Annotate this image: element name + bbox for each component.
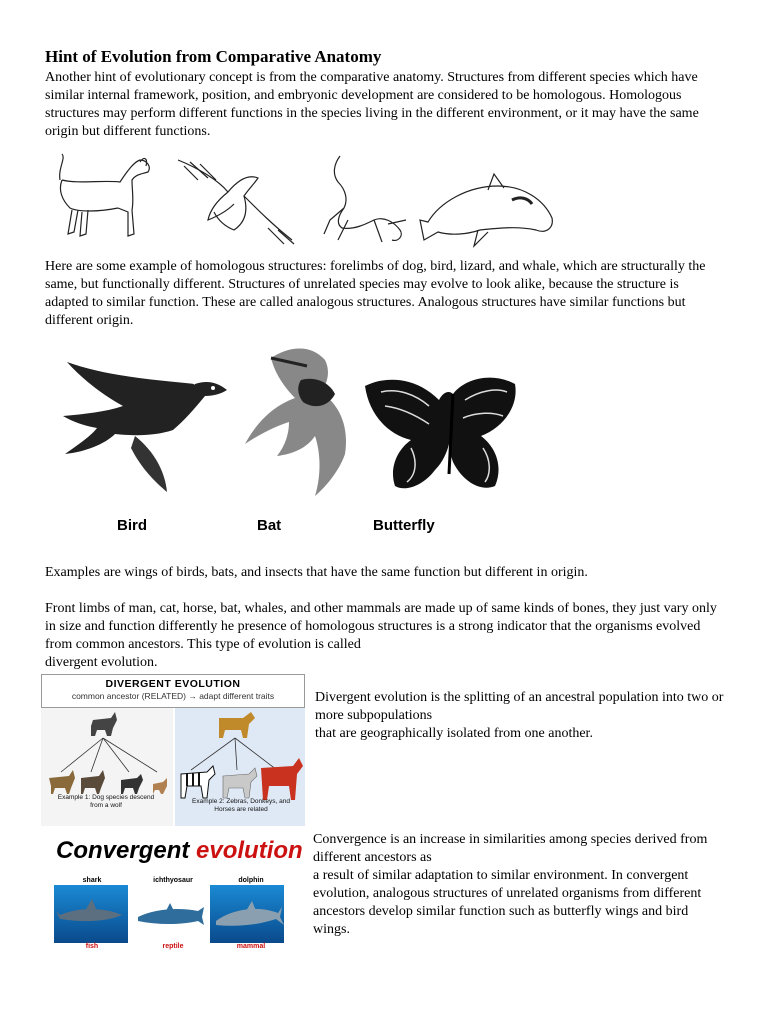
label-reptile: reptile: [162, 943, 184, 950]
divergent-evolution-figure: [41, 674, 305, 826]
bird-wing-drawing: [63, 362, 227, 492]
bird-drawing: [178, 160, 294, 244]
convergent-figure-title: [56, 837, 303, 865]
label-bat: Bat: [257, 517, 282, 534]
butterfly-wing-drawing: [365, 378, 516, 489]
dog-drawing: [60, 154, 150, 236]
paragraph-divergent-intro: Front limbs of man, cat, horse, bat, whales, and other mammals are made up of same kinds of bones, they just vary only in size and function differently he presence of homologous structures is a strong indicator that the organisms evolved from common ancestors. This type of evolution is called divergent evolution.: [45, 601, 717, 670]
homologous-animals-illustration: [48, 150, 558, 250]
convergent-title-word1: Convergent: [56, 837, 190, 864]
convergent-figure-drawing: [48, 885, 304, 945]
convergent-title-word2: evolution: [196, 837, 303, 864]
whale-drawing: [420, 174, 552, 246]
paragraph-analogous-examples: Examples are wings of birds, bats, and insects that have the same function but different in origin.: [45, 565, 588, 580]
divergent-figure-title: DIVERGENT EVOLUTION: [105, 678, 241, 690]
paragraph-convergent-definition: Convergence is an increase in similarities among species derived from different ancestors as a result of similar adaptation to similar environment. In convergent evolution, analogous structures of unrelated organisms from different ancestors develop similar function such as butterfly wings and bird wings.: [313, 832, 708, 937]
convergent-evolution-figure: [48, 835, 304, 953]
label-shark: shark: [82, 877, 102, 884]
label-mammal: mammal: [236, 943, 266, 950]
lizard-drawing: [324, 156, 406, 242]
label-fish: fish: [85, 943, 99, 950]
paragraph-divergent-definition: Divergent evolution is the splitting of an ancestral population into two or more subpopulations that are geographically isolated from one another.: [315, 690, 724, 741]
divergent-example2-caption: Example 2: Zebras, Donkeys, and Horses are related: [192, 798, 290, 813]
paragraph-homologous-intro: Another hint of evolutionary concept is from the comparative anatomy. Structures from different species which have similar internal framework, position, and embryonic development are considered to be homologous. Homologous structures may perform different functions in the species living in the different environment, or it may have the same origin but different functions.: [45, 70, 699, 139]
paragraph-homologous-examples: Here are some example of homologous structures: forelimbs of dog, bird, lizard, and whale, which are structurally the same, but functionally different. Structures of unrelated species may evolve to look alike, because the structure is adapted to similar function. These are called analogous structures. Analogous structures have similar functions but different origin.: [45, 259, 706, 328]
label-ichthyosaur: ichthyosaur: [153, 877, 193, 884]
divergent-figure-subtitle: common ancestor (RELATED) → adapt different traits: [71, 691, 275, 701]
label-butterfly: Butterfly: [373, 517, 435, 534]
page-title: Hint of Evolution from Comparative Anatomy: [45, 47, 382, 66]
bat-wing-drawing: [245, 349, 346, 497]
analogous-wings-figure: [45, 336, 530, 541]
divergent-figure-header: [41, 674, 305, 708]
label-bird: Bird: [117, 517, 147, 534]
label-dolphin: dolphin: [238, 877, 264, 884]
divergent-example1-caption: Example 1: Dog species descend from a wolf: [57, 794, 155, 809]
